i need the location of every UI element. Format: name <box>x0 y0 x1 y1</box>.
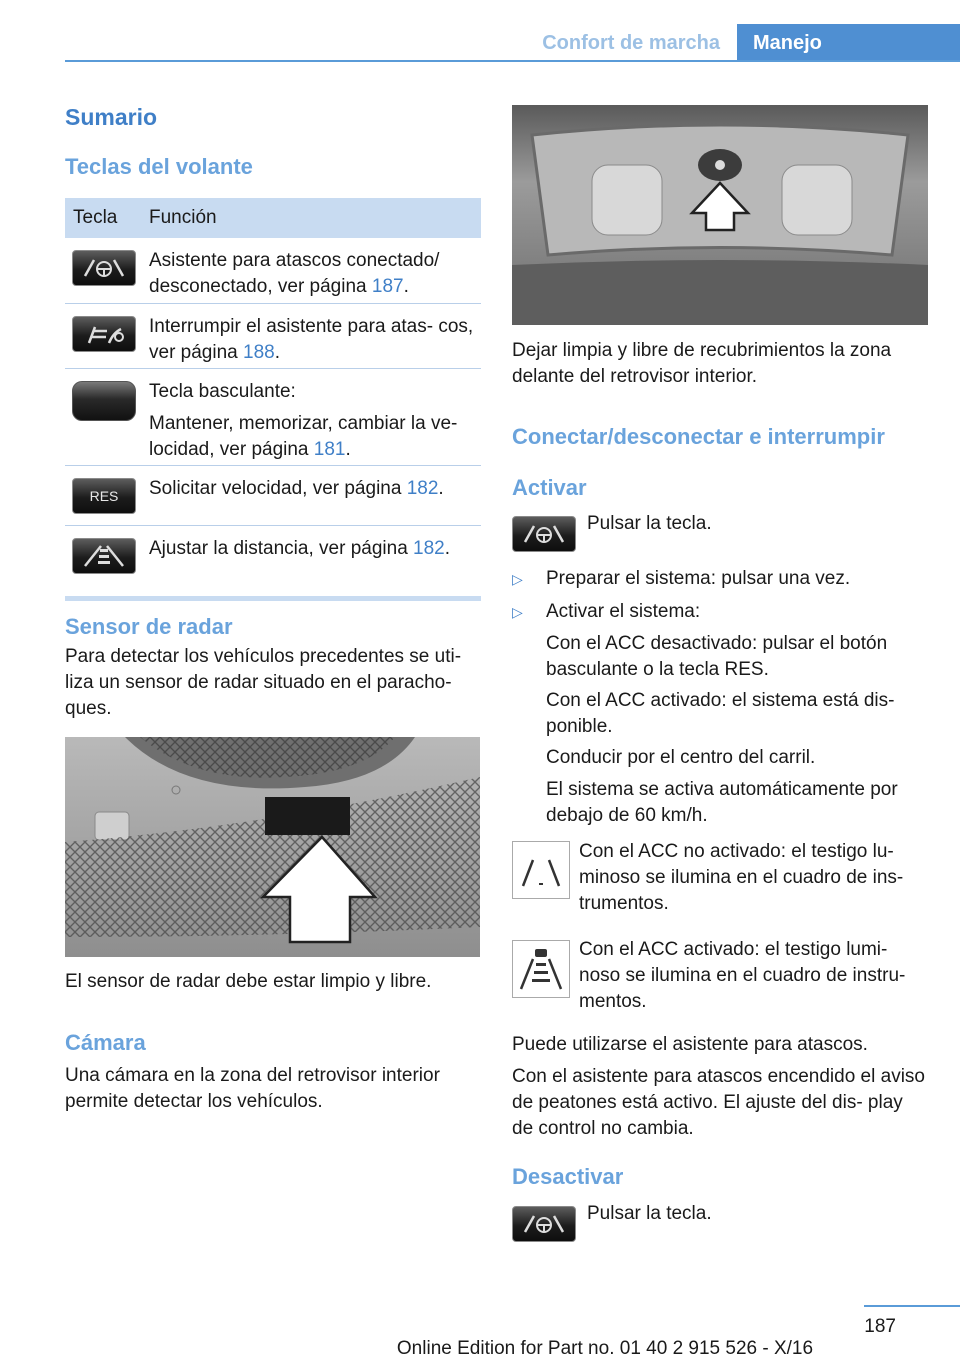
col-function: Función <box>149 207 217 228</box>
row-text: Asistente para atascos conectado/ desconectado, ver página <box>149 250 440 297</box>
page-title: Sumario <box>65 104 158 130</box>
row-end: . <box>438 478 444 499</box>
bullet-triangle-icon: ▷ <box>512 604 523 620</box>
press-key-text: Pulsar la tecla. <box>587 513 712 534</box>
row-text: Solicitar velocidad, ver página <box>149 478 407 499</box>
row-end: . <box>345 439 351 460</box>
header-tab[interactable]: Manejo <box>737 24 960 62</box>
page-link[interactable]: 188 <box>243 342 275 363</box>
table-row <box>65 369 481 466</box>
activate-note-3: Conducir por el centro del carril. <box>546 747 816 768</box>
table-row <box>65 466 481 526</box>
press-key-text-2: Pulsar la tecla. <box>587 1203 712 1224</box>
assist-on-lamp-icon <box>512 940 570 998</box>
table-row <box>65 526 481 582</box>
pedestrian-warning-text: Con el asistente para atascos encendido el aviso de peatones está activo. El ajuste del dis- play de control no cambia. <box>512 1066 925 1139</box>
page-link[interactable]: 182 <box>406 478 439 499</box>
activate-heading: Activar <box>512 475 587 500</box>
bullet-text: Preparar el sistema: pulsar una vez. <box>546 568 851 589</box>
camera-caption: Dejar limpia y libre de recubrimientos la zona delante del retrovisor interior. <box>512 340 892 387</box>
assist-button-icon <box>512 1206 576 1242</box>
lamp-on-text: Con el ACC activado: el testigo lumi- noso se ilumina en el cuadro de instru- mentos. <box>579 939 906 1012</box>
page-number: 187 <box>864 1316 896 1337</box>
table-cell <box>149 304 481 368</box>
res-button-icon: RES <box>72 478 136 514</box>
deactivate-heading: Desactivar <box>512 1164 624 1189</box>
page-link[interactable]: 182 <box>413 538 445 559</box>
header-rule <box>65 60 960 62</box>
assist-available-text: Puede utilizarse el asistente para atascos. <box>512 1034 868 1055</box>
rocker-switch-icon <box>72 381 136 421</box>
camera-photo <box>512 105 928 325</box>
bullet-triangle-icon: ▷ <box>512 571 523 587</box>
table-end-rule <box>65 596 481 601</box>
section-title: Teclas del volante <box>65 154 253 179</box>
table-cell <box>149 369 481 465</box>
table-cell <box>149 466 481 525</box>
assist-steering-icon <box>72 250 136 286</box>
assist-off-lamp-icon <box>512 841 570 899</box>
lamp-off-text: Con el ACC no activado: el testigo lu- minoso se ilumina en el cuadro de ins- trumentos. <box>579 841 904 914</box>
table-header <box>65 198 481 238</box>
interrupt-assist-icon <box>72 316 136 352</box>
radar-sensor-photo <box>65 737 480 957</box>
activate-note-2: Con el ACC activado: el sistema está dis- ponible. <box>546 690 895 737</box>
header-section: Confort de marcha <box>542 32 720 54</box>
footer-rule <box>864 1305 960 1307</box>
row-end: . <box>274 342 280 363</box>
row-text: Mantener, memorizar, cambiar la ve- locidad, ver página <box>149 413 458 460</box>
table-row <box>65 304 481 369</box>
radar-text: Para detectar los vehículos precedentes se uti- liza un sensor de radar situado en el paracho- ques. <box>65 646 462 719</box>
radar-heading: Sensor de radar <box>65 614 233 639</box>
row-text: Interrumpir el asistente para atas- cos, ver página <box>149 316 474 363</box>
row-end: . <box>403 276 409 297</box>
row-end: . <box>444 538 451 559</box>
edition-text: Online Edition for Part no. 01 40 2 915 526 - X/16 <box>396 1338 814 1359</box>
row-text: Ajustar la distancia, ver página <box>149 538 414 559</box>
camera-heading: Cámara <box>65 1030 146 1055</box>
row-text: Tecla basculante: <box>149 381 296 402</box>
steering-keys-table <box>65 198 481 601</box>
table-row <box>65 238 481 304</box>
bullet-text: Activar el sistema: <box>546 601 701 622</box>
radar-caption: El sensor de radar debe estar limpio y libre. <box>65 971 432 992</box>
table-cell <box>149 526 481 582</box>
distance-icon <box>72 538 136 574</box>
page-link[interactable]: 187 <box>371 276 404 297</box>
assist-button-icon <box>512 516 576 552</box>
activate-note-1: Con el ACC desactivado: pulsar el botón basculante o la tecla RES. <box>546 633 888 680</box>
col-key: Tecla <box>73 207 118 228</box>
activate-note-4: El sistema se activa automáticamente por debajo de 60 km/h. <box>546 779 898 826</box>
connect-heading: Conectar/desconectar e interrumpir <box>512 424 885 449</box>
table-cell <box>149 238 481 303</box>
camera-text: Una cámara en la zona del retrovisor interior permite detectar los vehículos. <box>65 1065 440 1112</box>
page-link[interactable]: 181 <box>313 439 346 460</box>
